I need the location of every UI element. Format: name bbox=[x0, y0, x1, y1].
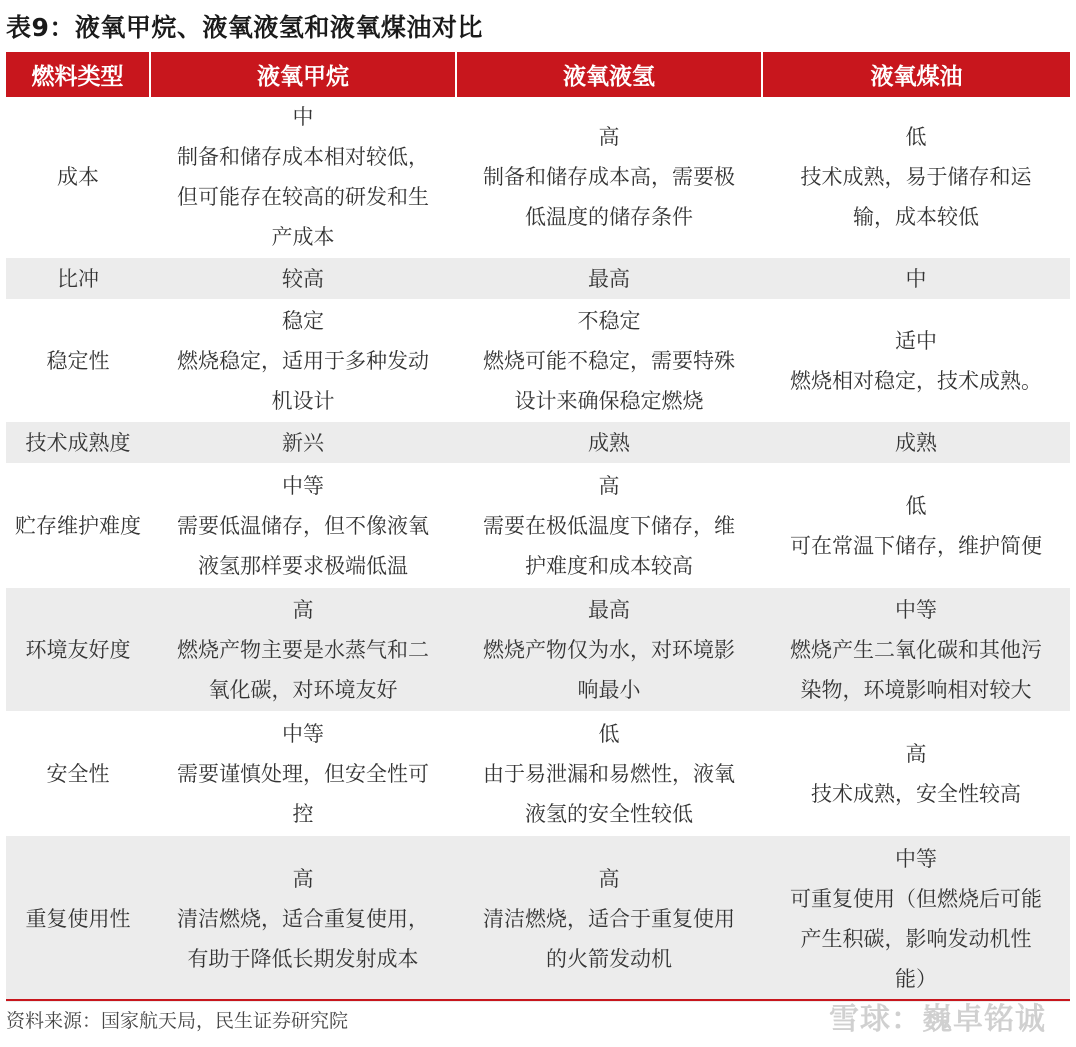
comparison-table bbox=[6, 52, 1070, 1002]
cell-rating: 较高 bbox=[282, 266, 324, 291]
table-cell bbox=[762, 97, 1070, 258]
cell-rating: 高 bbox=[292, 597, 314, 622]
cell-description-line: 可在常温下储存，维护简便 bbox=[790, 533, 1042, 558]
row-label-text: 成本 bbox=[57, 165, 99, 189]
cell-description-line: 低温度的储存条件 bbox=[525, 205, 693, 229]
table-row bbox=[6, 836, 1070, 1002]
header-lox-kerosene: 液氧煤油 bbox=[762, 52, 1070, 97]
cell-description-line: 氧化碳，对环境友好 bbox=[208, 677, 398, 702]
cell-description-line: 产生积碳，影响发动机性 bbox=[800, 926, 1032, 951]
table-cell bbox=[150, 97, 456, 258]
row-label-text: 稳定性 bbox=[46, 348, 110, 373]
cell-description-line: 燃烧产生二氧化碳和其他污 bbox=[790, 637, 1042, 662]
table-row bbox=[6, 422, 1070, 464]
cell-description-line: 产成本 bbox=[271, 225, 335, 249]
cell-rating: 成熟 bbox=[895, 430, 937, 455]
table-title: 表9：液氧甲烷、液氧液氢和液氧煤油对比 bbox=[6, 13, 483, 42]
cell-description-line: 护难度和成本较高 bbox=[525, 553, 693, 578]
cell-description-line: 能） bbox=[895, 966, 937, 991]
table-cell bbox=[762, 258, 1070, 300]
table-cell bbox=[150, 588, 456, 712]
row-label bbox=[6, 464, 150, 588]
row-label bbox=[6, 712, 150, 836]
table-cell bbox=[456, 97, 762, 258]
cell-rating: 中等 bbox=[895, 597, 937, 622]
table-cell bbox=[762, 422, 1070, 464]
cell-description-line: 由于易泄漏和易燃性，液氧 bbox=[483, 761, 735, 786]
table-row bbox=[6, 588, 1070, 712]
cell-description-line: 的火箭发动机 bbox=[546, 946, 672, 971]
cell-description-line: 燃烧产物仅为水，对环境影 bbox=[483, 637, 735, 662]
table-cell bbox=[762, 464, 1070, 588]
cell-description-line: 燃烧相对稳定，技术成熟。 bbox=[790, 368, 1042, 393]
row-label-text: 安全性 bbox=[46, 761, 110, 786]
cell-description-line: 需要在极低温度下储存，维 bbox=[483, 513, 735, 538]
table-row bbox=[6, 258, 1070, 300]
table-body bbox=[6, 97, 1070, 1002]
row-label bbox=[6, 588, 150, 712]
cell-rating: 中 bbox=[905, 266, 927, 291]
cell-description-line: 制备和储存成本相对较低， bbox=[177, 145, 429, 169]
cell-rating: 最高 bbox=[588, 266, 630, 291]
table-row bbox=[6, 712, 1070, 836]
cell-description-line: 技术成熟，安全性较高 bbox=[811, 781, 1021, 806]
cell-rating: 低 bbox=[598, 721, 620, 746]
cell-description-line: 液氢那样要求极端低温 bbox=[198, 553, 408, 578]
cell-description-line: 液氢的安全性较低 bbox=[525, 801, 693, 826]
table-cell bbox=[762, 836, 1070, 1002]
cell-rating: 不稳定 bbox=[577, 308, 641, 333]
table-row bbox=[6, 464, 1070, 588]
table-cell bbox=[762, 300, 1070, 422]
cell-rating: 中等 bbox=[282, 721, 324, 746]
cell-description-line: 燃烧可能不稳定，需要特殊 bbox=[483, 348, 735, 373]
cell-description-line: 机设计 bbox=[271, 388, 335, 413]
cell-rating: 高 bbox=[598, 866, 620, 891]
cell-rating: 高 bbox=[905, 741, 927, 766]
table-cell bbox=[762, 588, 1070, 712]
row-label bbox=[6, 836, 150, 1002]
cell-description-line: 清洁燃烧，适合重复使用， bbox=[177, 906, 429, 931]
table-cell bbox=[456, 258, 762, 300]
table-cell bbox=[456, 300, 762, 422]
cell-description-line: 响最小 bbox=[577, 677, 641, 702]
table-cell bbox=[150, 464, 456, 588]
cell-description-line: 可重复使用（但燃烧后可能 bbox=[790, 886, 1042, 911]
cell-rating: 高 bbox=[292, 866, 314, 891]
row-label bbox=[6, 258, 150, 300]
cell-description-line: 需要谨慎处理，但安全性可 bbox=[177, 761, 429, 786]
cell-rating: 中等 bbox=[282, 473, 324, 498]
cell-description-line: 制备和储存成本高，需要极 bbox=[483, 165, 735, 189]
table-row bbox=[6, 300, 1070, 422]
cell-description-line: 但可能存在较高的研发和生 bbox=[177, 185, 429, 209]
row-label bbox=[6, 422, 150, 464]
table-row bbox=[6, 97, 1070, 258]
table-cell bbox=[456, 464, 762, 588]
cell-rating: 成熟 bbox=[588, 430, 630, 455]
row-label-text: 重复使用性 bbox=[25, 906, 131, 931]
row-label-text: 环境友好度 bbox=[25, 637, 131, 662]
cell-description-line: 需要低温储存，但不像液氧 bbox=[177, 513, 429, 538]
row-label bbox=[6, 97, 150, 258]
cell-description-line: 设计来确保稳定燃烧 bbox=[514, 388, 704, 413]
cell-rating: 高 bbox=[598, 473, 620, 498]
cell-rating: 新兴 bbox=[282, 430, 324, 455]
cell-rating: 低 bbox=[905, 493, 927, 518]
table-cell bbox=[762, 712, 1070, 836]
cell-description-line: 有助于降低长期发射成本 bbox=[187, 946, 419, 971]
row-label-text: 贮存维护难度 bbox=[15, 513, 141, 538]
table-cell bbox=[456, 836, 762, 1002]
cell-description-line: 输，成本较低 bbox=[853, 205, 979, 229]
row-label bbox=[6, 300, 150, 422]
cell-description-line: 燃烧稳定，适用于多种发动 bbox=[177, 348, 429, 373]
cell-rating: 高 bbox=[598, 125, 620, 149]
header-lox-lh2: 液氧液氢 bbox=[456, 52, 762, 97]
table-cell bbox=[456, 712, 762, 836]
cell-description-line: 技术成熟，易于储存和运 bbox=[800, 165, 1032, 189]
table-cell bbox=[150, 712, 456, 836]
table-cell bbox=[150, 422, 456, 464]
cell-description-line: 清洁燃烧，适合于重复使用 bbox=[483, 906, 735, 931]
cell-description-line: 控 bbox=[292, 801, 314, 826]
table-cell bbox=[150, 300, 456, 422]
cell-rating: 中 bbox=[292, 105, 314, 129]
header-lox-methane: 液氧甲烷 bbox=[150, 52, 456, 97]
cell-rating: 稳定 bbox=[282, 308, 324, 333]
watermark: 雪球：巍卓铭诚 bbox=[829, 1002, 1046, 1037]
row-label-text: 比冲 bbox=[57, 266, 99, 291]
cell-rating: 适中 bbox=[895, 328, 937, 353]
cell-description-line: 染物，环境影响相对较大 bbox=[800, 677, 1032, 702]
cell-rating: 最高 bbox=[588, 597, 630, 622]
source-note: 资料来源：国家航天局，民生证券研究院 bbox=[6, 1010, 349, 1032]
cell-description-line: 燃烧产物主要是水蒸气和二 bbox=[177, 637, 429, 662]
table-cell bbox=[456, 422, 762, 464]
row-label-text: 技术成熟度 bbox=[25, 430, 131, 455]
cell-rating: 中等 bbox=[895, 846, 937, 871]
table-header-row bbox=[6, 52, 1070, 97]
header-fuel-type: 燃料类型 bbox=[6, 52, 150, 97]
cell-rating: 低 bbox=[905, 125, 927, 149]
table-cell bbox=[150, 836, 456, 1002]
table-cell bbox=[150, 258, 456, 300]
table-cell bbox=[456, 588, 762, 712]
